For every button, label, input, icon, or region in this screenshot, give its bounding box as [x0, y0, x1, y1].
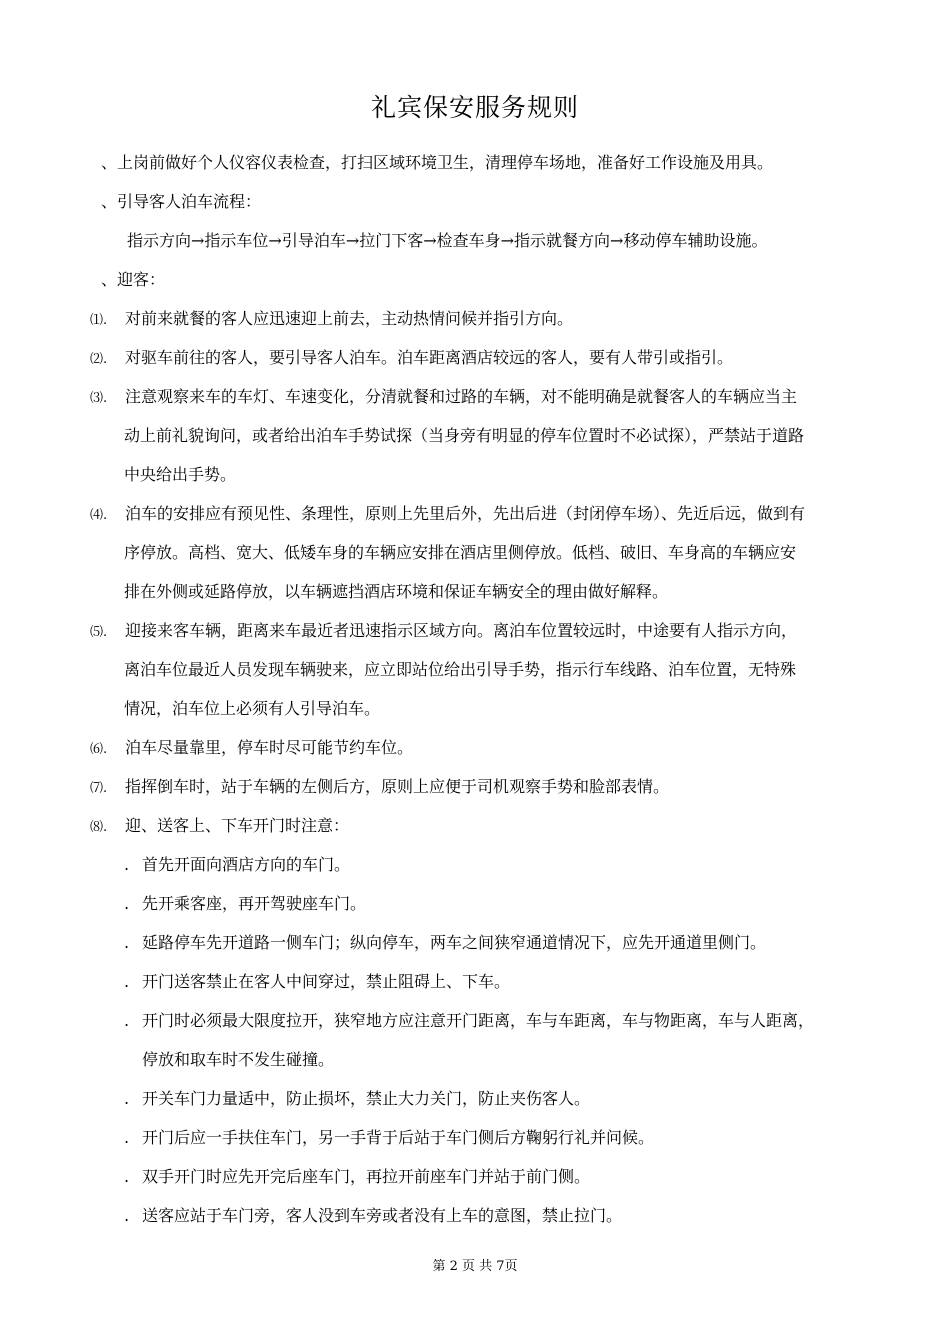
item-1-number: ⑴.	[90, 313, 108, 328]
parking-flow-text: 指示方向→指示车位→引导泊车→拉门下客→检查车身→指示就餐方向→移动停车辅助设施。	[127, 231, 768, 250]
bullet-5-dot: .	[124, 1011, 130, 1030]
item-5	[90, 621, 797, 643]
section-2	[101, 192, 261, 212]
page-footer: 第 2 页 共 7页	[432, 1259, 518, 1274]
section-3-text: 迎客：	[117, 270, 166, 289]
parking-flow	[127, 231, 767, 251]
bullet-6	[124, 1089, 590, 1109]
item-8	[90, 816, 349, 838]
section-1	[101, 153, 773, 173]
bullet-1-dot: .	[124, 855, 130, 874]
item-4	[90, 504, 805, 526]
bullet-8-dot: .	[124, 1167, 130, 1186]
section-3	[101, 270, 165, 290]
bullet-1-text: 首先开面向酒店方向的车门。	[142, 855, 351, 874]
bullet-7-dot: .	[124, 1128, 130, 1147]
bullet-8-text: 双手开门时应先开完后座车门，再拉开前座车门并站于前门侧。	[142, 1167, 591, 1186]
item-2-number: ⑵.	[90, 352, 108, 367]
item-8-number: ⑻.	[90, 820, 108, 835]
item-3-line-1: 注意观察来车的车灯、车速变化，分清就餐和过路的车辆，对不能明确是就餐客人的车辆应当主	[125, 387, 798, 406]
item-5-number: ⑸.	[90, 625, 108, 640]
bullet-3-dot: .	[124, 933, 130, 952]
section-2-text: 引导客人泊车流程：	[117, 192, 262, 211]
item-4-number: ⑷.	[90, 508, 108, 523]
bullet-5	[124, 1011, 814, 1031]
item-6-number: ⑹.	[90, 742, 108, 757]
bullet-8	[124, 1167, 590, 1187]
page-title: 礼宾保安服务规则	[370, 93, 579, 122]
item-3-number: ⑶.	[90, 391, 108, 406]
item-1	[90, 309, 573, 331]
section-3-marker: 、	[101, 270, 118, 289]
item-7	[90, 777, 669, 799]
item-5-line-2: 离泊车位最近人员发现车辆驶来，应立即站位给出引导手势，指示行车线路、泊车位置，无特殊	[124, 660, 797, 679]
bullet-5-line-2: 停放和取车时不发生碰撞。	[142, 1050, 335, 1069]
item-4-line-2: 序停放。高档、宽大、低矮车身的车辆应安排在酒店里侧停放。低档、破旧、车身高的车辆应安	[124, 543, 797, 562]
item-6	[90, 738, 413, 760]
bullet-6-text: 开关车门力量适中，防止损坏，禁止大力关门，防止夹伤客人。	[142, 1089, 591, 1108]
bullet-7-text: 开门后应一手扶住车门，另一手背于后站于车门侧后方鞠躬行礼并问候。	[142, 1128, 655, 1147]
section-2-marker: 、	[101, 192, 118, 211]
item-8-line-1: 迎、送客上、下车开门时注意：	[125, 816, 350, 835]
bullet-3-text: 延路停车先开道路一侧车门；纵向停车，两车之间狭窄通道情况下，应先开通道里侧门。	[142, 933, 767, 952]
item-1-line-1: 对前来就餐的客人应迅速迎上前去，主动热情问候并指引方向。	[125, 309, 574, 328]
bullet-5-text: 开门时必须最大限度拉开，狭窄地方应注意开门距离，车与车距离，车与物距离，车与人距离，	[142, 1011, 815, 1030]
item-2	[90, 348, 733, 370]
bullet-4-text: 开门送客禁止在客人中间穿过，禁止阻碍上、下车。	[142, 972, 511, 991]
bullet-9-text: 送客应站于车门旁，客人没到车旁或者没有上车的意图，禁止拉门。	[142, 1206, 623, 1225]
item-3-line-2: 动上前礼貌询问，或者给出泊车手势试探（当身旁有明显的停车位置时不必试探），严禁站于道路	[124, 426, 805, 445]
item-3	[90, 387, 797, 409]
bullet-9	[124, 1206, 622, 1226]
item-2-line-1: 对驱车前往的客人，要引导客人泊车。泊车距离酒店较远的客人，要有人带引或指引。	[125, 348, 734, 367]
bullet-4-dot: .	[124, 972, 130, 991]
bullet-4	[124, 972, 510, 992]
bullet-1	[124, 855, 350, 875]
bullet-7	[124, 1128, 654, 1148]
item-3-line-3: 中央给出手势。	[124, 465, 237, 484]
section-1-marker: 、	[101, 153, 118, 172]
bullet-9-dot: .	[124, 1206, 130, 1225]
bullet-3	[124, 933, 766, 953]
item-6-line-1: 泊车尽量靠里，停车时尽可能节约车位。	[125, 738, 414, 757]
item-4-line-3: 排在外侧或延路停放，以车辆遮挡酒店环境和保证车辆安全的理由做好解释。	[124, 582, 669, 601]
item-7-line-1: 指挥倒车时，站于车辆的左侧后方，原则上应便于司机观察手势和脸部表情。	[125, 777, 670, 796]
bullet-2	[124, 894, 366, 914]
bullet-6-dot: .	[124, 1089, 130, 1108]
bullet-2-dot: .	[124, 894, 130, 913]
item-7-number: ⑺.	[90, 781, 108, 796]
bullet-2-text: 先开乘客座，再开驾驶座车门。	[142, 894, 367, 913]
item-4-line-1: 泊车的安排应有预见性、条理性，原则上先里后外，先出后进（封闭停车场）、先近后远，做到有	[125, 504, 806, 523]
item-5-line-1: 迎接来客车辆，距离来车最近者迅速指示区域方向。离泊车位置较远时，中途要有人指示方向，	[125, 621, 798, 640]
section-1-text: 上岗前做好个人仪容仪表检查，打扫区域环境卫生，清理停车场地，准备好工作设施及用具。	[117, 153, 774, 172]
item-5-line-3: 情况，泊车位上必须有人引导泊车。	[124, 699, 381, 718]
